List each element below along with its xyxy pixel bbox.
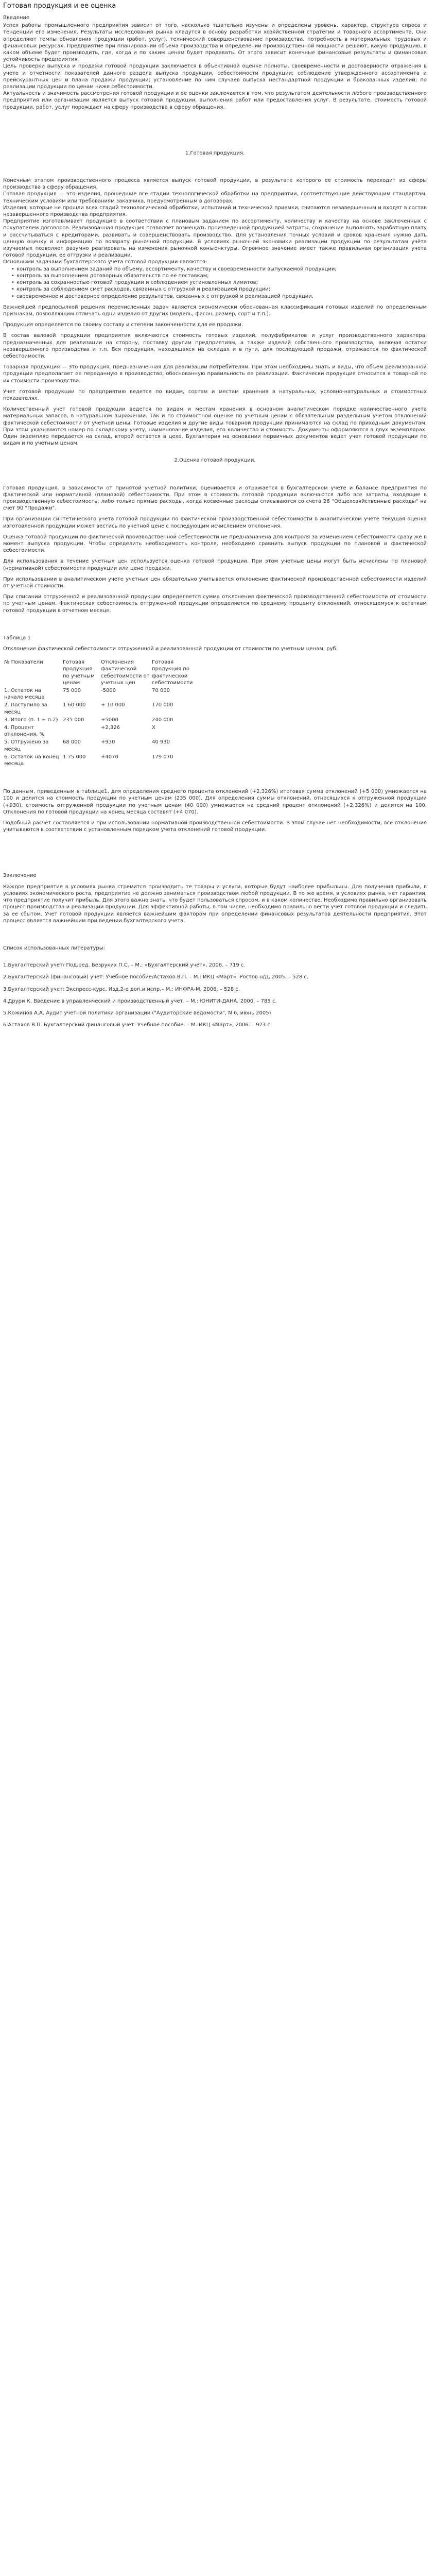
table-cell: 235 000 xyxy=(63,717,84,723)
conclusion-section xyxy=(3,884,427,924)
reference-item: 5.Кожинов А.А. Аудит учетной политики организации ("Аудиторские ведомости", N 6, июнь 2005) xyxy=(3,1010,271,1016)
section2-heading: 2.Оценка готовой продукции. xyxy=(174,457,256,464)
table-row xyxy=(3,701,197,716)
table-cell: 40 930 xyxy=(152,739,170,745)
table-cell: 75 000 xyxy=(63,688,81,694)
section1-paragraph: Предприятие изготавливает продукцию в соответствии с плановым заданием по ассортименту, количеству и качеству на основе заключенных с покупателем договоров. Реализованная продукция позволяет возмещать произведенной продукцией затраты, сохранение выполнять заработную плату и рассчитываться с кредиторами, развивать и совершенствовать производство. Для установления точных условий и сроков хранения нужно дать ценную оценку и информацию по возврату рыночной продукции. В условиях рыночной экономики реализации продукции по результатам учёта изучаемых позволяет разумно реагировать на изменения рыночной конъюнктуры. Огромное значение имеет также правильная организация учета готовой продукции, ее отгрузки и реализации. xyxy=(3,218,427,259)
reference-item: 4.Друри К. Введение в управленческий и производственный учет. – М.: ЮНИТИ-ДАНА, 2000. – 785 с. xyxy=(3,998,277,1004)
section3 xyxy=(3,788,427,833)
table-row xyxy=(3,738,197,753)
table-header-cell: Готовая продукция по учетным ценам xyxy=(63,659,95,686)
document-title: Готовая продукция и ее оценка xyxy=(3,2,116,10)
conclusion-paragraph: Каждое предприятие в условиях рынка стремится производить те товары и услуги, которые будут наиболее прибыльны. Для получения прибыли, в условиях экономического роста, предприятие не должно заниматься производством любой продукции. В то же время, в условиях рынка, нет гарантии, что предприятие получит прибыль. Для этого важно знать, что будет пользоваться спросом, и в каком количестве. Необходимо правильно организовать процесс производства и реализации продукции. Для эффективной работы, в том числе, необходимо правильно вести учет готовой продукции и следить за ее сбытом. Учет готовой продукции является важнейшим фактором при определении финансовых результатов деятельности предприятия. Этот процесс является важнейшим при ведении бухгалтерского учета. xyxy=(3,884,427,924)
table-caption: Отклонение фактической себестоимости отгруженной и реализованной продукции от стоимости по учетным ценам, руб. xyxy=(3,646,338,652)
intro-paragraph: Цель проверки выпуска и продажи готовой продукции заключается в объективной оценке полноты, своевременности и достоверности отражения в учете и отчетности показателей данного раздела выпуска продукции, себестоимости продукции; соблюдение утвержденного ассортимента и прейскурантных цен и плана продажи продукции; установление по ним случаев выпуска нестандартной продукции и бракованных изделий; по реализации продукции по ценам ниже себестоимости. xyxy=(3,63,427,90)
table-row xyxy=(3,687,197,701)
section1-heading: 1.Готовая продукция. xyxy=(185,150,245,156)
section1 xyxy=(3,177,427,447)
section2-paragraph: Готовая продукция, в зависимости от принятой учетной политики, оценивается и отражается в бухгалтерском учете и балансе предприятия по фактической или нормативной (плановой) себестоимости. При этом в стоимость готовой продукции включаются либо все затраты, входящие в производственную себестоимость, либо только прямые расходы, когда косвенные расходы списываются со счета 26 "Общехозяйственные расходы" на счет 90 "Продажи". xyxy=(3,485,427,512)
section1-paragraph: Изделия, которые не прошли всех стадий технологической обработки, испытаний и технической приемки, считаются незавершенным и входят в состав незавершенного производства предприятия. xyxy=(3,205,427,218)
conclusion-heading: Заключение xyxy=(3,873,37,879)
section1-paragraph: Продукция определяется по своему составу и степени законченности для ее продажи. xyxy=(3,322,243,328)
table-cell: 1. Остаток на начало месяца xyxy=(4,688,45,701)
intro-heading: Введение xyxy=(3,15,30,21)
table-cell: 179 070 xyxy=(152,754,173,760)
table-cell: 170 000 xyxy=(152,702,173,708)
table-cell: 5. Отгружено за месяц xyxy=(4,739,49,752)
table-cell: -5000 xyxy=(101,688,116,694)
intro-paragraph: Актуальность и значимость рассмотрения готовой продукции и ее оценки заключается в том, что результатом деятельности любого производственного предприятия или организации является выпуск готовой продукции, выполнения работ или предоставления услуг. В результате, стоимость готовой продукции, работ, услуг порождает на сферу производства в сферу обращения. xyxy=(3,91,427,110)
section1-paragraph: В состав валовой продукции предприятия включаются стоимость готовых изделий, полуфабрикатов и услуг производственного характера, предназначенных для реализации на сторону, поставку другим предприятиям, а также изделий собственного производства, включая остатки незавершенного производства и т.п. Вся продукция, находящаяся на складах и в пути, для последующей продажи, отражается по фактической себестоимости. xyxy=(3,333,427,359)
table-cell: + 10 000 xyxy=(101,702,125,708)
document-page xyxy=(0,2,430,1028)
table-cell xyxy=(62,724,100,738)
table-header-cell: Готовая продукция по фактической себестоимости xyxy=(152,659,193,686)
table-cell: 6. Остаток на конец месяца xyxy=(4,754,59,767)
table-header-cell: Отклонения фактической себестоимости от учетных цен xyxy=(101,659,150,686)
intro-paragraph: Успех работы промышленного предприятия зависит от того, насколько тщательно изучены и определены уровень, характер, структура спроса и тенденции его изменения. Результаты исследования рынка кладутся в основу разработки хозяйственной стратегии и товарного ассортимента. Они определяют темпы обновления продукции (работ, услуг), технический совершенствование производства, потребность в материальных, трудовых и финансовых ресурсах. Предприятие при планировании объема производства и определении производственной мощности решают, какую продукцию, в каком объеме будет производить, где, когда и по каким ценам будет продавать. От этого зависит конечные финансовые результаты и финансовая устойчивость предприятия. xyxy=(3,23,427,63)
table-row xyxy=(3,724,197,738)
deviation-table xyxy=(3,658,197,768)
section2 xyxy=(3,485,427,614)
section3-paragraph: По данным, приведенным в таблице1, для определения среднего процента отклонений (+2,326%) итоговая сумма отклонений (+5 000) умножается на 100 и делится на стоимость продукции по учетным ценам (235 000). Для определения суммы отклонений, относящихся к отгруженной продукции (+930), стоимость отгруженной продукции по учетным ценам (40 000) умножается на средний процент отклонений (+2,326%) и делится на 100. Отклонения по готовой продукции на конец месяца составят (+4 070). xyxy=(3,789,427,815)
table-cell: X xyxy=(152,725,155,731)
table-cell: 4. Процент отклонения, % xyxy=(4,725,45,738)
references-heading: Список использованных литературы: xyxy=(3,945,106,951)
tasks-list-item: • своевременное и достоверное определение результатов, связанных с отгрузкой и реализацией продукции. xyxy=(3,293,427,300)
section3-paragraph: Подобный расчет составляется и при использовании нормативной производственной себестоимости. В этом случае нет необходимости, все отклонения учитываются в соответствии с установленным порядком учета отклонений готовой продукции. xyxy=(3,820,427,833)
section1-paragraph: Важнейшей предпосылкой решения перечисленных задач является экономически обоснованная классификация готовых изделий по определенным признакам, позволяющим отличать одни изделия от других (модель, фасон, размер, сорт и т.п.). xyxy=(3,304,427,317)
table-cell: 1 60 000 xyxy=(63,702,86,708)
section1-paragraph: Товарная продукция — это продукция, предназначенная для реализации потребителям. При этом необходимы знать и виды, что объем реализованной продукции предполагает ее переданную в производство, обоснованную правильность ее реализации. Фактически продукция относится к товарной по их стоимости производства. xyxy=(3,364,427,384)
section2-paragraph: При списании отгруженной и реализованной продукции определяется сумма отклонения фактической производственной себестоимости от стоимости по учетным ценам. Фактическая себестоимость отгруженной продукции определяется по среднему проценту отклонений, относящемуся к остаткам готовой продукции в отчетном месяце. xyxy=(3,594,427,614)
tasks-list-item: • контроль за соблюдением смет расходов, связанных с отгрузкой и реализацией продукции; xyxy=(3,286,427,293)
tasks-list xyxy=(3,266,427,300)
table-row xyxy=(3,753,197,768)
tasks-list-item: • контроль за выполнением договорных обязательств по ее поставкам; xyxy=(3,273,427,279)
table-cell: 2. Поступило за месяц xyxy=(4,702,47,715)
table-header-row xyxy=(3,658,197,687)
section2-paragraph: При организации синтетического учета готовой продукции по фактической производственной себестоимости в аналитическом учете текущая оценка изготовленной продукции может вестись по учетной цене с последующим исчислением отклонения. xyxy=(3,516,427,529)
table-row xyxy=(3,716,197,724)
table-cell: +4070 xyxy=(101,754,118,760)
references-list xyxy=(3,962,427,1028)
table-cell: 68 000 xyxy=(63,739,81,745)
table-cell: 1 75 000 xyxy=(63,754,86,760)
reference-item: 3.Бухгалтерский учет: Экспресс-курс. Изд.2-е доп.и испр.– М.: ИНФРА-М, 2006. – 528 с. xyxy=(3,986,240,992)
section1-paragraph: Количественный учет готовой продукции ведется по видам и местам хранения в основном аналитическом порядке количественного учета материальных запасов, в натуральном выражении. Так и по стоимостной оценке по учетным ценам с обязательным раздельным учетом отклонений фактической себестоимости от учетной цены. Готовые изделия и другие виды товарной продукции принимаются на склад по приходным документам. При этом указываются номер по складскому учету, наименование изделия, его количество и стоимость. Документы оформляются в двух экземплярах. Один экземпляр передается на склад, второй остается в цехе. Бухгалтерия на основании первичных документов ведет учет готовой продукции по видам и по учетным ценам. xyxy=(3,406,427,447)
section2-paragraph: Оценка готовой продукции по фактической производственной себестоимости не предназначена для контроля за изменением себестоимости сразу же в момент выпуска продукции. Чтобы определить необходимость контроля, необходимо сравнить выпуск продукции по плановой и фактической себестоимости. xyxy=(3,534,427,554)
table-cell: +930 xyxy=(101,739,115,745)
table-cell: +2,326 xyxy=(101,725,120,731)
section2-paragraph: Для использования в течение учетных цен используется оценка готовой продукции. При этом учетные цены могут быть исчислены по плановой (нормативной) себестоимости продукции или цене продажи. xyxy=(3,558,427,571)
table-block xyxy=(3,635,427,768)
section1-paragraph: Основными задачами бухгалтерского учета готовой продукции являются: xyxy=(3,259,207,265)
reference-item: 1.Бухгалтерский учет/ Под.ред. Безруких П.С. – М.: «Бухгалтерский учет», 2006. – 719 с. xyxy=(3,962,246,969)
reference-item: 6.Астахов В.П. Бухгалтерский финансовый учет: Учебное пособие. – М.:ИКЦ «Март», 2006. – 923 с. xyxy=(3,1022,272,1028)
section1-paragraph: Учет готовой продукции по предприятию ведется по видам, сортам и местам хранения в натуральных, условно-натуральных и стоимостных показателях. xyxy=(3,388,427,401)
table-header-cell: № Показатели xyxy=(4,659,43,666)
table-cell: 70 000 xyxy=(152,688,170,694)
intro-section xyxy=(3,22,427,111)
tasks-list-item: • контроль за выполнением заданий по объему, ассортименту, качеству и своевременности выпускаемой продукции; xyxy=(3,266,427,273)
table-cell: +5000 xyxy=(101,717,118,723)
table-label: Таблица 1 xyxy=(3,635,31,641)
tasks-list-item: • контроль за сохранностью готовой продукции и соблюдением установленных лимитов; xyxy=(3,279,427,286)
table-cell: 3. Итого (п. 1 + п.2) xyxy=(4,717,58,723)
section1-paragraph: Конечным этапом производственного процесса является выпуск готовой продукции, в результате которого ее стоимость переходит из сферы производства в сферу обращения. xyxy=(3,178,427,191)
reference-item: 2.Бухгалтерский (финансовый) учет: Учебное пособие/Астахов В.П. – М.: ИКЦ «Март»; Ростов н/Д, 2005. – 528 с. xyxy=(3,974,309,980)
section1-paragraph: Готовая продукция — это изделия, прошедшие все стадии технологической обработки на предприятии, соответствующие действующим стандартам, техническим условиям или требованиям заказчика, предусмотренным в договорах. xyxy=(3,191,427,204)
section2-paragraph: При использовании в аналитическом учете учетных цен обязательно учитывается отклонение фактической производственной себестоимости изделий от учетной стоимости. xyxy=(3,576,427,589)
table-cell: 240 000 xyxy=(152,717,173,723)
